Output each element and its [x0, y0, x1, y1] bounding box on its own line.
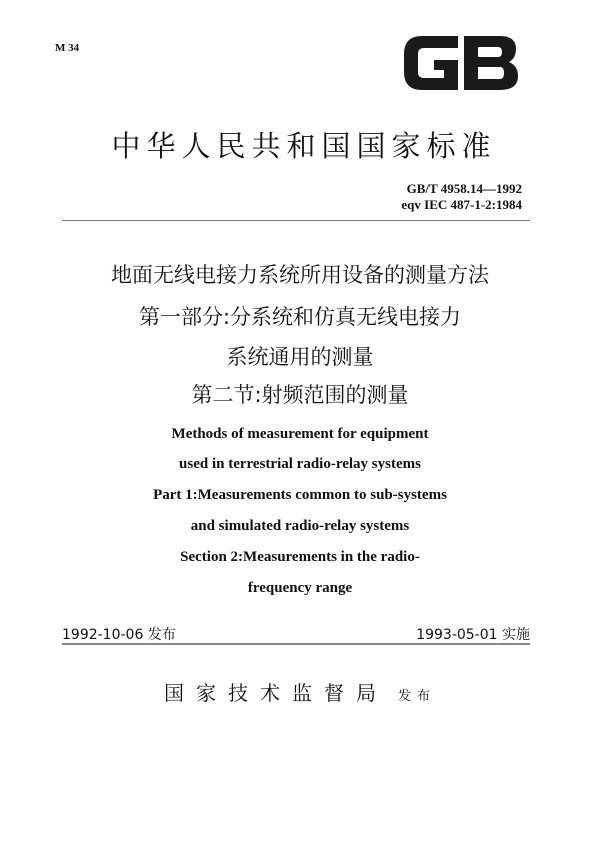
title-zh-line: 系统通用的测量 [226, 345, 374, 369]
gb-logo [400, 32, 522, 94]
title-en-line: frequency range [247, 580, 353, 596]
divider [62, 643, 530, 645]
org-title: 中华人民共和国国家标准 [111, 129, 497, 163]
title-en-line: and simulated radio-relay systems [190, 518, 410, 534]
classification-code: M 34 [55, 42, 80, 54]
implementation-date: 1993-05-01 实施 [416, 627, 530, 643]
standard-number: GB/T 4958.14—1992 [406, 181, 522, 196]
title-en-line: used in terrestrial radio-relay systems [179, 456, 421, 472]
standard-number-block [401, 181, 522, 213]
title-en-line: Section 2:Measurements in the radio- [180, 549, 420, 565]
divider [62, 220, 530, 221]
publisher-name: 国家技术监督局 [163, 681, 388, 705]
title-en-line: Part 1:Measurements common to sub-systems [153, 487, 447, 503]
title-en-line: Methods of measurement for equipment [171, 426, 429, 442]
issue-date: 1992-10-06 发布 [62, 627, 176, 643]
publisher-action: 发布 [397, 689, 436, 704]
equivalent-standard: eqv IEC 487-1-2:1984 [401, 197, 522, 212]
title-zh-line: 第二节:射频范围的测量 [191, 383, 409, 407]
publisher [0, 677, 600, 706]
title-zh-line: 地面无线电接力系统所用设备的测量方法 [111, 263, 489, 287]
title-zh-line: 第一部分:分系统和仿真无线电接力 [138, 305, 462, 329]
